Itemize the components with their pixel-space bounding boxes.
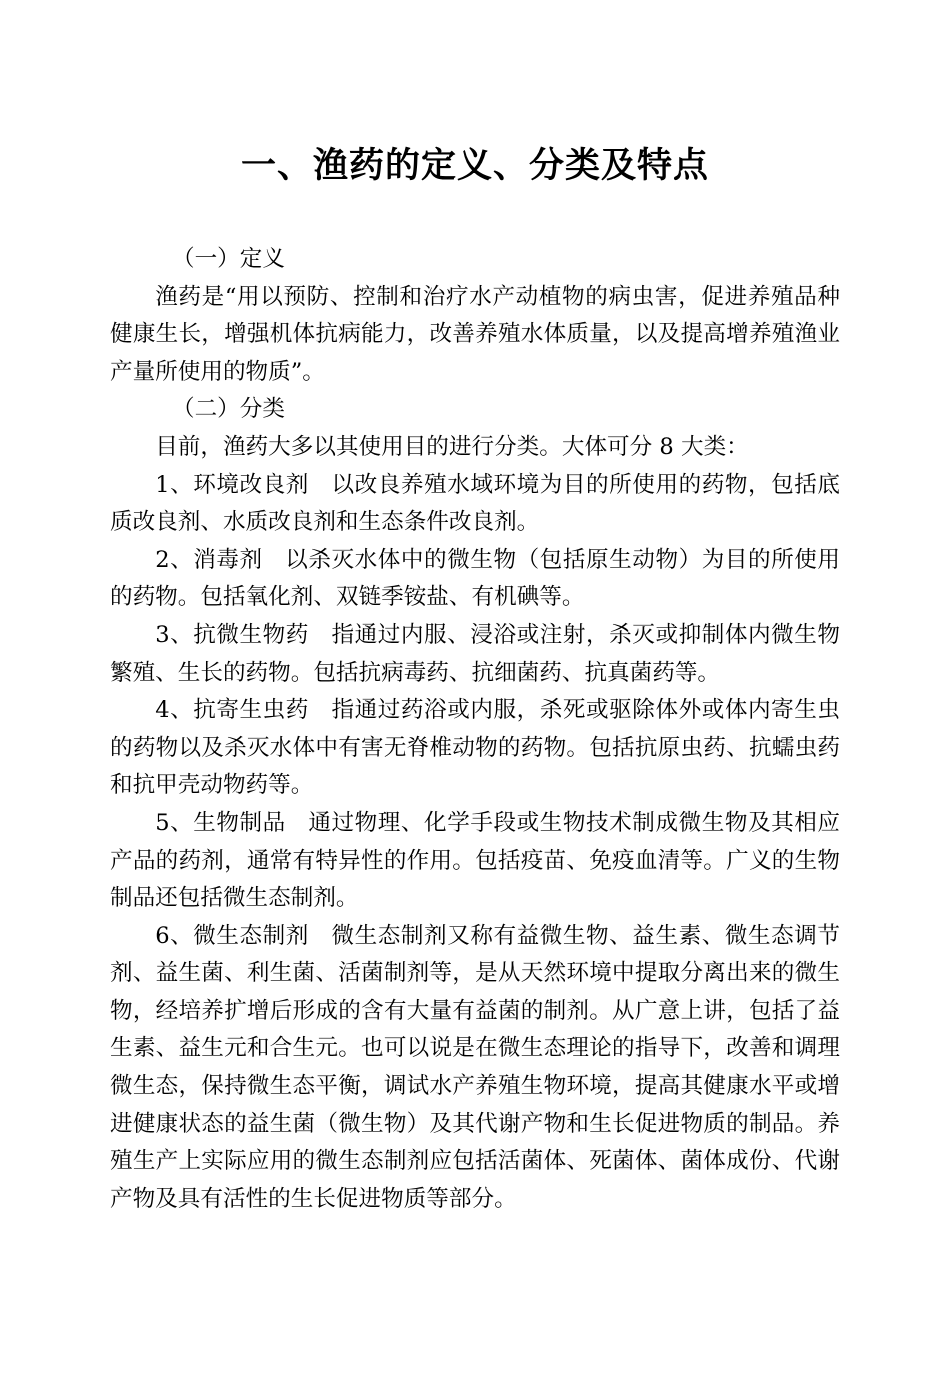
class-item-text: 指通过药浴或内服，杀死或驱除体外或体内寄生虫的药物以及杀灭水体中有害无脊椎动物的药物。包括抗原虫药、抗蠕虫药和抗甲壳动物药等。 (110, 697, 841, 799)
class-item-term: 环境改良剂 (193, 471, 309, 498)
class-item-term: 生物制品 (193, 809, 286, 836)
section-heading-classification: （二）分类 (172, 396, 285, 423)
class-item (110, 467, 840, 542)
class-item-number: 6、 (155, 922, 194, 949)
class-item-term: 消毒剂 (193, 546, 263, 573)
class-item (110, 617, 840, 692)
page-title: 一、渔药的定义、分类及特点 (240, 145, 709, 186)
class-item-text: 通过物理、化学手段或生物技术制成微生物及其相应产品的药剂，通常有特异性的作用。包括疫苗、免疫血清等。广义的生物制品还包括微生态制剂。 (110, 809, 841, 912)
class-item-number: 4、 (155, 697, 194, 724)
classification-intro: 目前，渔药大多以其使用目的进行分类。大体可分 8 大类： (155, 433, 749, 460)
class-item-text: 以改良养殖水域环境为目的所使用的药物，包括底质改良剂、水质改良剂和生态条件改良剂。 (110, 471, 841, 536)
class-item-number: 1、 (155, 471, 194, 498)
class-item-text: 以杀灭水体中的微生物（包括原生动物）为目的所使用的药物。包括氧化剂、双链季铵盐、有机碘等。 (110, 546, 841, 611)
document-body (110, 241, 840, 1218)
class-item-text: 微生态制剂又称有益微生物、益生素、微生态调节剂、益生菌、利生菌、活菌制剂等，是从天然环境中提取分离出来的微生物，经培养扩增后形成的含有大量有益菌的制剂。从广意上讲，包括了益生素、益生元和合生元。也可以说是在微生态理论的指导下，改善和调理微生态，保持微生态平衡，调试水产养殖生物环境，提高其健康水平或增进健康状态的益生菌（微生物）及其代谢产物和生长促进物质的制品。养殖生产上实际应用的微生态制剂应包括活菌体、死菌体、菌体成份、代谢产物及具有活性的生长促进物质等部分。 (110, 922, 841, 1212)
class-item (110, 692, 840, 805)
class-item-number: 2、 (155, 546, 194, 573)
class-item-term: 抗微生物药 (193, 621, 309, 648)
class-item (110, 805, 840, 918)
definition-paragraph: 渔药是“用以预防、控制和治疗水产动植物的病虫害，促进养殖品种健康生长，增强机体抗病能力，改善养殖水体质量，以及提高增养殖渔业产量所使用的物质”。 (110, 283, 840, 385)
class-item (110, 542, 840, 617)
class-item-text: 指通过内服、浸浴或注射，杀灭或抑制体内微生物繁殖、生长的药物。包括抗病毒药、抗细菌药、抗真菌药等。 (110, 621, 841, 686)
class-item-number: 5、 (155, 809, 194, 836)
class-item-term: 微生态制剂 (193, 922, 309, 949)
class-item-term: 抗寄生虫药 (193, 697, 309, 724)
class-item-number: 3、 (155, 621, 194, 648)
class-item (110, 918, 840, 1219)
section-heading-definition: （一）定义 (172, 246, 285, 272)
